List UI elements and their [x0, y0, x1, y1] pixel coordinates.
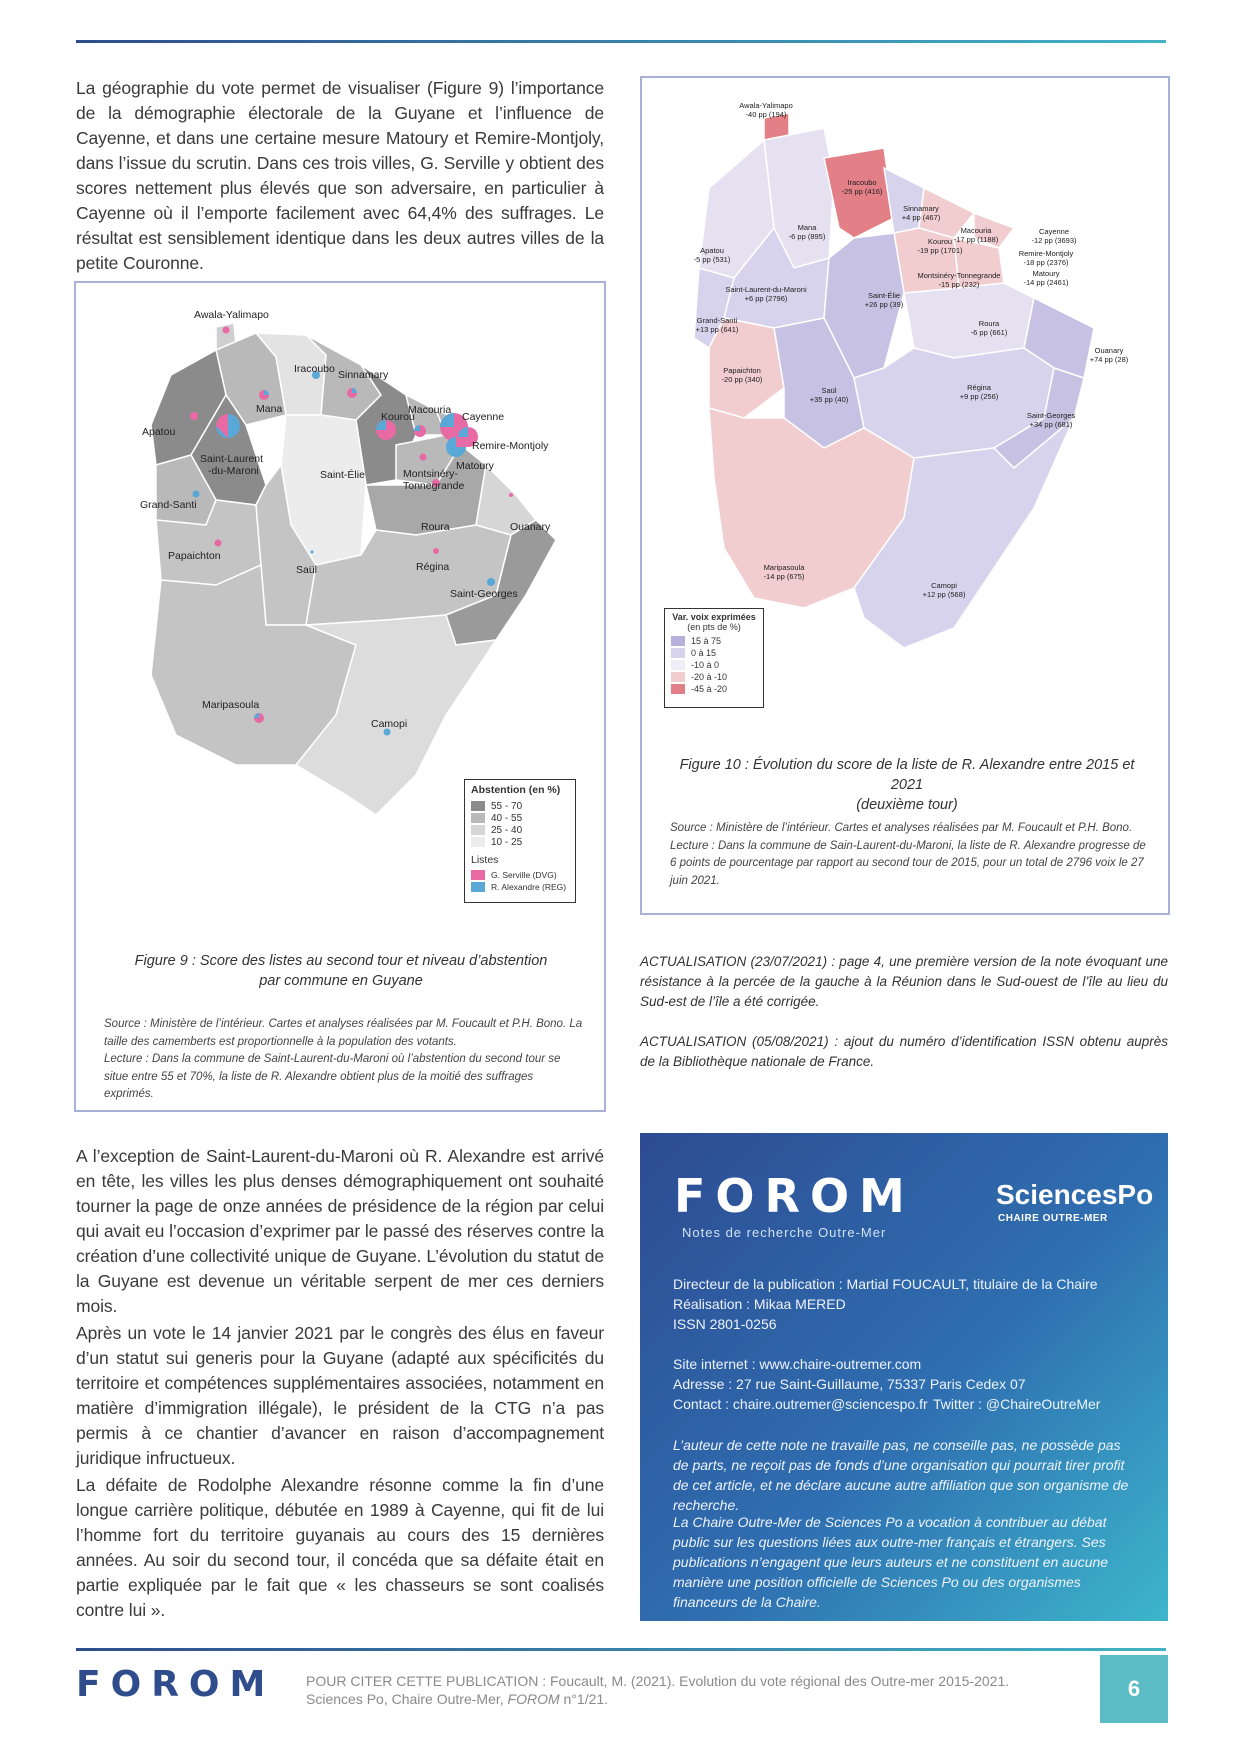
legend-class: 25 - 40 [491, 824, 523, 836]
legend-class: 10 - 25 [491, 836, 523, 848]
value-stelie: +26 pp (39) [864, 300, 904, 309]
address: Adresse : 27 rue Saint-Guillaume, 75337 Paris Cedex 07 [673, 1376, 1026, 1392]
label-roura: Roura [978, 319, 1000, 328]
label-camopi: Camopi [371, 718, 408, 730]
label-matoury: Matoury [1032, 269, 1060, 278]
value-maripasoula: -14 pp (675) [763, 572, 805, 581]
footer-forom-logo: FOROM [76, 1664, 276, 1705]
figure9-notes [104, 1016, 584, 1104]
label-mana: Mana [256, 403, 283, 415]
label-grandsanti: Grand-Santi [696, 316, 738, 325]
label-montsinery-1: Montsinéry- [403, 468, 458, 480]
value-mana: -6 pp (895) [788, 232, 826, 241]
pie-stgeorges [487, 578, 495, 586]
label-mana: Mana [797, 223, 817, 232]
commune-roura [904, 283, 1034, 358]
value-cayenne: -12 pp (3693) [1031, 236, 1077, 245]
value-macouria: -17 pp (1188) [953, 235, 999, 244]
update-2: ACTUALISATION (05/08/2021) : ajout du numéro d’identification ISSN obtenu auprès de la Bibliothèque nationale de France. [640, 1034, 1168, 1069]
label-remire: Remire-Montjoly [1018, 249, 1074, 258]
forom-logo: FOROM [674, 1169, 915, 1223]
value-sinnamary: +4 pp (467) [901, 213, 941, 222]
legend-class: -20 à -10 [691, 672, 728, 682]
legend-title-1: Var. voix exprimées [672, 612, 756, 622]
citation-line-2 [306, 1690, 1086, 1708]
body-paragraph-2: Après un vote le 14 janvier 2021 par le congrès des élus en faveur d’un statut sui generis pour la Guyane (adapté aux spécificités du territoire et compétences supplémentaires associées, notamment en matière d’immigration illégale), le président de la CTG n’a pas permis à ce chantier d’avancer en raison d’accompagnement juridique infructueux. [76, 1323, 604, 1468]
value-saul: +35 pp (40) [809, 395, 849, 404]
value-roura: -6 pp (661) [970, 328, 1008, 337]
label-montsinery-2: Tonnegrande [403, 480, 465, 492]
body-paragraph-1: A l’exception de Saint-Laurent-du-Maroni où R. Alexandre est arrivé en tête, les villes les plus denses démographiquement ont souhaité tourner la page de onze années de présidence de la région par celui qui avait eu l’occasion d’exprimer par le passé des réserves contre la création d’une collectivité unique de Guyane. L’évolution du statut de la Guyane est devenue un véritable serpent de mer ces derniers mois. [76, 1146, 604, 1316]
bottom-rule [76, 1648, 1166, 1651]
legend-title-2: (en pts de %) [687, 622, 741, 632]
legend-class: 55 - 70 [491, 800, 523, 812]
update-1: ACTUALISATION (23/07/2021) : page 4, une première version de la note évoquant une résistance à la percée de la gauche à la Réunion dans le Sud-ouest de l’île au lieu du Sud-est de l’île a été corrigée. [640, 954, 1168, 1009]
pie-papaichton [215, 540, 222, 547]
figure9-legend [464, 779, 576, 903]
intro-paragraph: La géographie du vote permet de visualiser (Figure 9) l’importance de la démographie électorale de la Guyane et l’influence de Cayenne, et dans une certaine mesure Matoury et Remire-Montjoly, dans l’issue du scrutin. Dans ces trois villes, G. Serville y obtient des scores nettement plus élevés que son adversaire, en particulier à Cayenne où il l’emporte facilement avec 64,4% des suffrages. Le résultat est sensiblement identique dans les deux autres villes de la petite Couronne. [76, 78, 604, 273]
label-stelie: Saint-Élie [320, 469, 365, 481]
label-ouanary: Ouanary [510, 521, 551, 533]
twitter: Twitter : @ChaireOutreMer [933, 1396, 1101, 1412]
label-montsinery: Montsinéry-Tonnegrande [917, 271, 1001, 280]
figure9-source: Source : Ministère de l’intérieur. Cartes et analyses réalisées par M. Foucault et P.H. Bono. La taille des camemberts est proportionnelle à la population des votants. [104, 1018, 583, 1048]
pie-ouanary [509, 493, 513, 497]
label-grandsanti: Grand-Santi [140, 499, 197, 511]
figure9-caption [96, 951, 586, 991]
disclaimer: L’auteur de cette note ne travaille pas, ne conseille pas, ne possède pas de parts, ne reçoit pas de fonds d’une organisation qui pourrait tirer profit de cet article, et ne déclare aucune autre affiliation que son organisme de recherche. [673, 1437, 1129, 1513]
directeur: Directeur de la publication : Martial FOUCAULT, titulaire de la Chaire [673, 1276, 1098, 1292]
caption-line: (deuxième tour) [856, 797, 958, 813]
figure9-frame [74, 281, 606, 1112]
label-cayenne: Cayenne [1038, 227, 1070, 236]
label-cayenne: Cayenne [462, 411, 505, 423]
value-camopi: +12 pp (568) [922, 590, 966, 599]
label-stelie: Saint-Élie [867, 291, 901, 300]
figure10-frame [640, 76, 1170, 915]
label-saul: Saül [821, 386, 837, 395]
legend-class: -10 à 0 [691, 660, 720, 670]
label-iracoubo: Iracoubo [294, 363, 335, 375]
pie-apatou [190, 412, 198, 420]
label-camopi: Camopi [931, 581, 957, 590]
chaire-label: CHAIRE OUTRE-MER [998, 1213, 1108, 1224]
value-regina: +9 pp (256) [959, 392, 999, 401]
figure10-legend [664, 608, 764, 708]
value-ouanary: +74 pp (28) [1089, 355, 1129, 364]
citation-prefix: Sciences Po, Chaire Outre-Mer, [306, 1691, 508, 1707]
label-roura: Roura [421, 521, 450, 533]
legend-list: G. Serville (DVG) [491, 870, 557, 880]
website: Site internet : www.chaire-outremer.com [673, 1356, 922, 1372]
value-remire: -18 pp (2376) [1023, 258, 1069, 267]
sciencespo-logo: SciencesPo [996, 1179, 1154, 1210]
value-montsinery: -15 pp (232) [938, 280, 980, 289]
pie-montsinery [420, 454, 427, 461]
figure10-notes [670, 820, 1150, 890]
forom-subtitle: Notes de recherche Outre-Mer [682, 1225, 887, 1240]
label-kourou: Kourou [381, 411, 415, 423]
label-awala: Awala-Yalimapo [739, 101, 793, 110]
legend-class: -45 à -20 [691, 684, 728, 694]
realisation: Réalisation : Mikaa MERED [673, 1296, 846, 1312]
pie-awala [223, 327, 230, 334]
value-stgeorges: +34 pp (681) [1029, 420, 1073, 429]
page-number: 6 [1100, 1655, 1168, 1723]
mission-statement: La Chaire Outre-Mer de Sciences Po a vocation à contribuer au débat public sur les questions liées aux outre-mer français et étrangers. Ses publications n’engagent que leurs auteurs et ne constituent en aucune manière une position officielle de Sciences Po ou des organismes financeurs de la Chaire. [673, 1514, 1109, 1610]
contact: Contact : chaire.outremer@sciencespo.fr [673, 1396, 928, 1412]
label-stgeorges: Saint-Georges [450, 588, 518, 600]
caption-line: Figure 10 : Évolution du score de la liste de R. Alexandre entre 2015 et 2021 [679, 757, 1135, 793]
publication-info-panel [640, 1133, 1168, 1621]
caption-line: par commune en Guyane [259, 973, 423, 989]
figure9-lecture: Lecture : Dans la commune de Saint-Laurent-du-Maroni où l’abstention du second tour se situe entre 55 et 70%, la liste de R. Alexandre obtient plus de la moitié des suffrages exprimés. [104, 1053, 561, 1100]
top-rule [76, 40, 1166, 43]
label-apatou: Apatou [700, 246, 724, 255]
value-kourou: -19 pp (1701) [917, 246, 963, 255]
value-stlaurent: +6 pp (2796) [744, 294, 788, 303]
label-papaichton: Papaichton [723, 366, 761, 375]
issn: ISSN 2801-0256 [673, 1316, 777, 1332]
caption-line: Figure 9 : Score des listes au second tour et niveau d’abstention [134, 953, 548, 969]
label-papaichton: Papaichton [168, 550, 221, 562]
label-maripasoula: Maripasoula [202, 699, 260, 711]
value-matoury: -14 pp (2461) [1023, 278, 1069, 287]
value-awala: -40 pp (194) [745, 110, 787, 119]
value-apatou: -5 pp (531) [693, 255, 731, 264]
pie-regina [433, 548, 439, 554]
label-saul: Saül [296, 564, 318, 576]
label-awala: Awala-Yalimapo [194, 309, 269, 321]
label-regina: Régina [416, 561, 450, 573]
figure10-lecture: Lecture : Dans la commune de Sain-Laurent-du-Maroni, la liste de R. Alexandre progresse de 6 points de pourcentage par rapport au second tour de 2015, pour un total de 2796 voix le 27 juin 2021. [670, 839, 1146, 887]
label-matoury: Matoury [456, 460, 494, 472]
label-stlaurent-2: -du-Maroni [208, 465, 259, 477]
legend-class: 0 à 15 [691, 648, 717, 658]
label-kourou: Kourou [927, 237, 953, 246]
value-iracoubo: -25 pp (416) [841, 187, 883, 196]
label-sinnamary: Sinnamary [338, 369, 389, 381]
label-ouanary: Ouanary [1094, 346, 1124, 355]
label-remire: Remire-Montjoly [472, 440, 549, 452]
label-stlaurent-1: Saint-Laurent [200, 453, 264, 465]
label-stgeorges: Saint-Georges [1026, 411, 1076, 420]
legend-title: Abstention (en %) [471, 784, 561, 796]
figure10-caption [662, 755, 1152, 815]
value-grandsanti: +13 pp (641) [695, 325, 739, 334]
label-sinnamary: Sinnamary [903, 204, 939, 213]
legend-class: 40 - 55 [491, 812, 523, 824]
citation [306, 1672, 1086, 1708]
legend-list: R. Alexandre (REG) [491, 882, 567, 892]
label-macouria: Macouria [408, 404, 452, 416]
commune-sinnamary [884, 168, 924, 233]
value-papaichton: -20 pp (340) [721, 375, 763, 384]
label-regina: Régina [967, 383, 991, 392]
label-stlaurent: Saint-Laurent-du-Maroni [725, 285, 807, 294]
citation-line-1: POUR CITER CETTE PUBLICATION : Foucault, M. (2021). Evolution du vote régional des Outre-mer 2015-2021. [306, 1673, 1010, 1689]
label-maripasoula: Maripasoula [763, 563, 805, 572]
figure10-source: Source : Ministère de l’intérieur. Cartes et analyses réalisées par M. Foucault et P.H. Bono. [670, 822, 1133, 834]
label-iracoubo: Iracoubo [847, 178, 877, 187]
pie-saul [311, 551, 314, 554]
label-apatou: Apatou [142, 426, 176, 438]
body-paragraph-3: La défaite de Rodolphe Alexandre résonne comme la fin d’une longue carrière politique, débutée en 1989 à Cayenne, qui fit de lui l’homme fort du territoire guyanais au cours des 15 dernières années. Au soir du second tour, il concéda que sa défaite était en partie expliquée par le fait que « les chasseurs se sont coalisés contre lui ». [76, 1475, 604, 1620]
legend-lists-title: Listes [471, 854, 499, 866]
legend-class: 15 à 75 [691, 636, 722, 646]
citation-series: FOROM [507, 1691, 560, 1707]
pie-grandsanti [193, 491, 200, 498]
label-macouria: Macouria [960, 226, 992, 235]
citation-suffix: n°1/21. [559, 1691, 609, 1707]
